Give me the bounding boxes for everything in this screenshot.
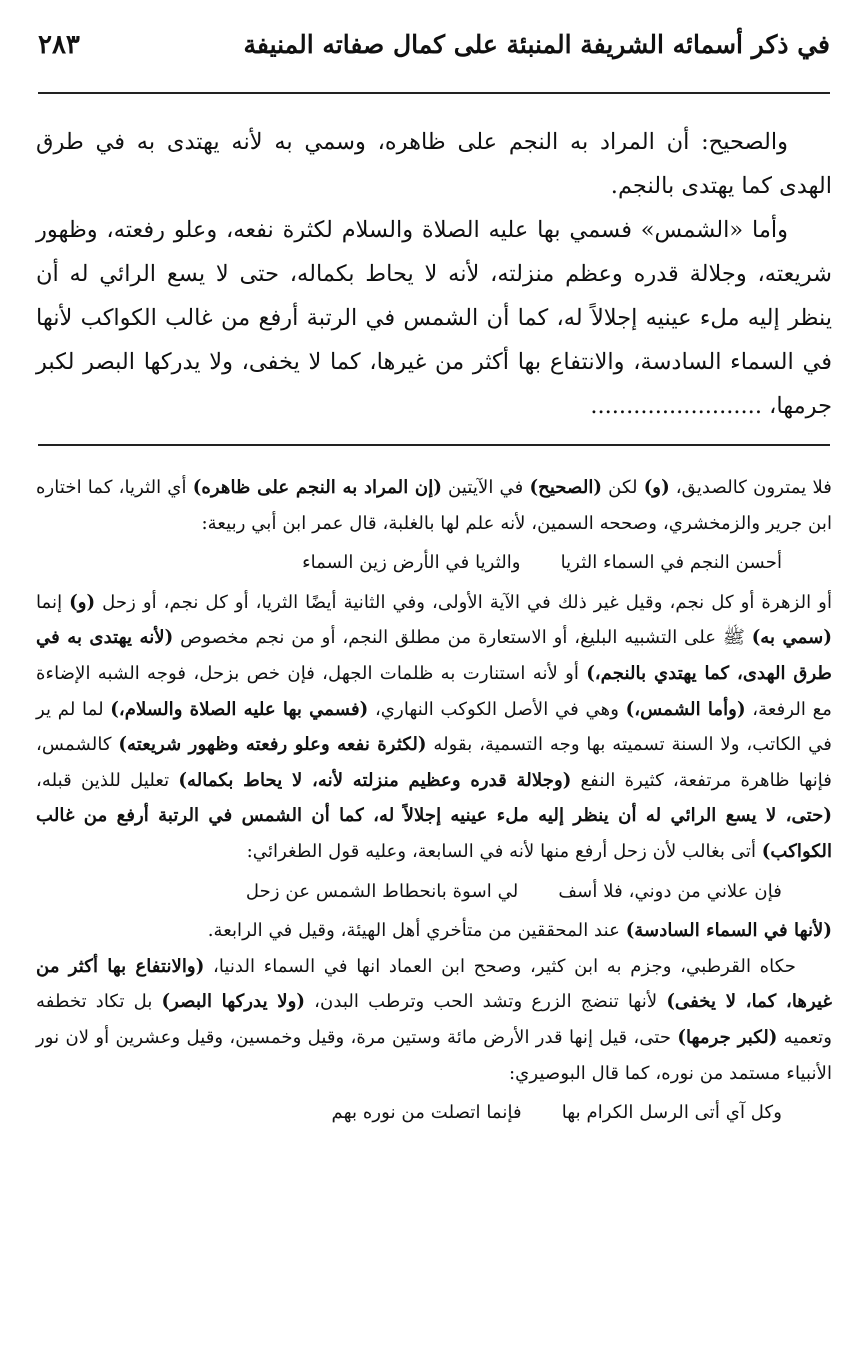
commentary-separator-rule xyxy=(38,444,830,446)
verse-1-first-hemistich: أحسن النجم في السماء الثريا xyxy=(560,552,782,574)
commentary-text xyxy=(36,470,832,1135)
poetry-verse-1 xyxy=(36,545,832,581)
commentary-paragraph-3: (لأنها في السماء السادسة) عند المحققين من متأخري أهل الهيئة، وقيل في الرابعة. xyxy=(207,920,832,942)
header-rule xyxy=(38,92,830,94)
poetry-verse-2 xyxy=(36,874,832,910)
poetry-verse-3 xyxy=(36,1095,832,1131)
verse-3-second-hemistich: فإنما اتصلت من نوره بهم xyxy=(331,1102,522,1124)
main-paragraph-2: وأما «الشمس» فسمي بها عليه الصلاة والسلام لكثرة نفعه، وعلو رفعته، وظهور شريعته، وجلالة قدره وعظم منزلته، لأنه لا يحاط بكماله، حتى لا يسع الرائي له أن ينظر إليه ملء عينيه إجلالاً له، كما أن الشمس في الرتبة أرفع من غالب الكواكب لأنها في السماء السادسة، والانتفاع بها أكثر من غيرها، كما لا يخفى، ولا يدركها البصر لكبر جرمها، ........................ xyxy=(36,217,832,419)
page-number: ٢٨٣ xyxy=(38,30,80,60)
page-header xyxy=(38,30,830,76)
verse-3-first-hemistich: وكل آي أتى الرسل الكرام بها xyxy=(561,1102,782,1124)
verse-1-second-hemistich: والثريا في الأرض زين السماء xyxy=(302,552,521,574)
commentary-paragraph-2: أو الزهرة أو كل نجم، وقيل غير ذلك في الآية الأولى، وفي الثانية أيضًا الثريا، أو كل نجم، أو زحل (و) إنما (سمي به) ﷺ على التشبيه البليغ، أو الاستعارة من مطلق النجم، أو من نجم مخصوص (لأنه يهتدى به في طرق الهدى، كما يهتدي بالنجم،) أو لأنه استنارت به ظلمات الجهل، فإن خص بزحل، فوجه الشبه الإضاءة مع الرفعة، (وأما الشمس،) وهي في الأصل الكوكب النهاري، (فسمي بها عليه الصلاة والسلام،) لما لم ير في الكاتب، ولا السنة تسميته بها وجه التسمية، بقوله (لكثرة نفعه وعلو رفعته وظهور شريعته) كالشمس، فإنها ظاهرة مرتفعة، كثيرة النفع (وجلالة قدره وعظيم منزلته لأنه، لا يحاط بكماله) تعليل للذين قبله، (حتى، لا يسع الرائي له أن ينظر إليه ملء عينيه إجلالاً له، كما أن الشمس في الرتبة أرفع من غالب الكواكب) أتى بغالب لأن زحل أرفع منها لأنه في السابعة، وعليه قول الطغرائي: xyxy=(36,591,833,862)
main-text xyxy=(36,120,832,428)
commentary-paragraph-1: فلا يمترون كالصديق، (و) لكن (الصحيح) في الآيتين (إن المراد به النجم على ظاهره) أي الثريا، كما اختاره ابن جرير والزمخشري، وصححه السمين، لأنه علم لها بالغلبة، قال عمر ابن أبي ربيعة: xyxy=(36,477,832,534)
verse-2-first-hemistich: فإن علاني من دوني، فلا أسف xyxy=(558,880,782,902)
running-title: في ذكر أسمائه الشريفة المنبئة على كمال صفاته المنيفة xyxy=(243,30,830,59)
main-paragraph-1: والصحيح: أن المراد به النجم على ظاهره، وسمي به لأنه يهتدى به في طرق الهدى كما يهتدى بالنجم. xyxy=(36,129,832,199)
commentary-paragraph-4: حكاه القرطبي، وجزم به ابن كثير، وصحح ابن العماد انها في السماء الدنيا، (والانتفاع بها أكثر من غيرها، كما، لا يخفى) لأنها تنضج الزرع وتشد الحب وترطب البدن، (ولا يدركها البصر) بل تكاد تخطفه وتعميه (لكبر جرمها) حتى، قيل إنها قدر الأرض مائة وستين مرة، وقيل وخمسين، وقيل وعشرين أو لان نور الأنبياء مستمد من نوره، كما قال البوصيري: xyxy=(36,955,832,1084)
verse-2-second-hemistich: لي اسوة بانحطاط الشمس عن زحل xyxy=(245,880,519,902)
